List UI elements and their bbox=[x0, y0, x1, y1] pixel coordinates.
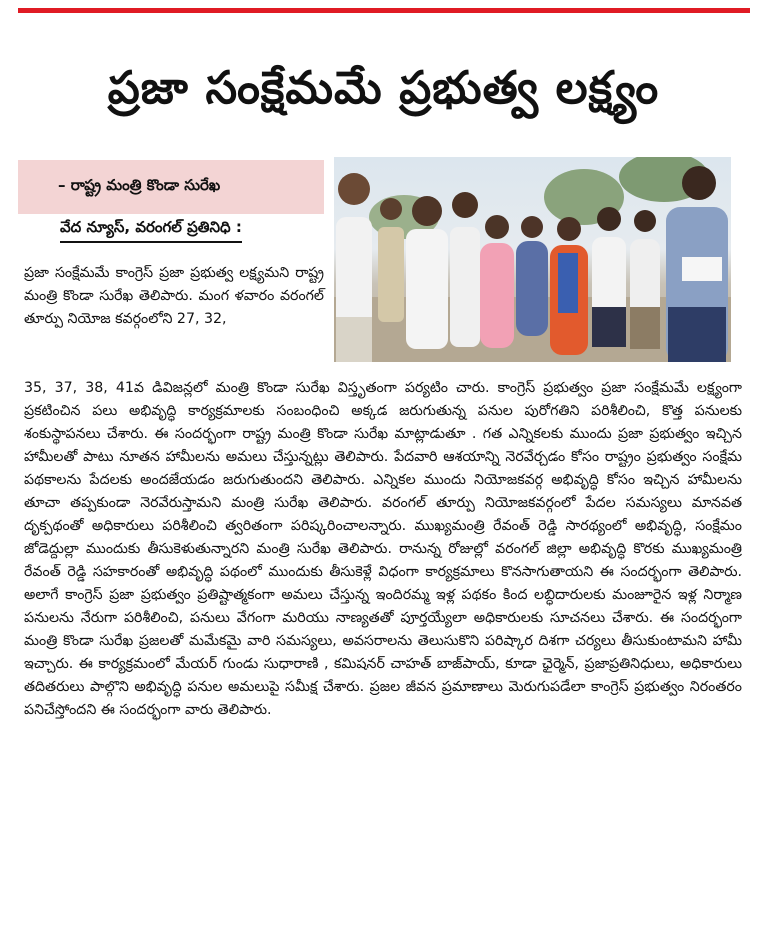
byline: వేద న్యూస్, వరంగల్ ప్రతినిధి : bbox=[60, 218, 242, 243]
photo-illustration bbox=[334, 157, 731, 362]
article-body-intro: ప్రజా సంక్షేమమే కాంగ్రెస్ ప్రజా ప్రభుత్వ లక్ష్యమని రాష్ట్ర మంత్రి కొండా సురేఖ తెలిపారు. మంగ ళవారం వరంగల్ తూర్పు నియోజ కవర్గంలోని 27, 32, bbox=[24, 265, 324, 327]
article-photo bbox=[334, 157, 731, 362]
top-red-rule bbox=[18, 8, 750, 13]
headline: ప్రజా సంక్షేమమే ప్రభుత్వ లక్ష్యం bbox=[107, 61, 660, 114]
quote-box bbox=[18, 160, 324, 214]
quote-text: – రాష్ట్ర మంత్రి కొండా సురేఖ bbox=[58, 176, 221, 194]
article-body-main: 35, 37, 38, 41వ డివిజన్లలో మంత్రి కొండా సురేఖ విస్తృతంగా పర్యటిం చారు. కాంగ్రెస్ ప్రభుత్వం ప్రజా సంక్షేమమే లక్ష్యంగా ప్రకటించిన పలు అభివృద్ధి కార్యక్రమాలకు సంబంధించి అక్కడ జరుగుతున్న పనుల పురోగతిని పరిశీలించి, కొత్త పనులకు శంకుస్థాపనలు చేశారు. ఈ సందర్భంగా రాష్ట్ర మంత్రి కొండా సురేఖ మాట్లాడుతూ . గత ఎన్నికలకు ముందు ప్రజా ప్రభుత్వం ఇచ్చిన హామీలతో పాటు నూతన హామీలను అమలు చేస్తున్నట్లు తెలిపారు. పేదవారి ఆశయాన్ని నెరవేర్చడం కోసం రాష్ట్రం ప్రభుత్వం సంక్షేమ పథకాలను పేదలకు అందజేయడం జరుగుతుందని తెలిపారు. ఎన్నికల ముందు నియోజకవర్గ అభివృద్ధి కోసం ఇచ్చిన హామీలను తూచా తప్పకుండా నెరవేరుస్తామని మంత్రి సురేఖ తెలిపారు. వరంగల్ తూర్పు నియోజకవర్గంలో పేదల సమస్యలు మానవత దృక్పథంతో అధికారులు పరిశీలించి త్వరితంగా పరిష్కరించాలన్నారు. ముఖ్యమంత్రి రేవంత్ రెడ్డి సారథ్యంలో అభివృద్ధి, సంక్షేమం జోడెద్దుల్లా ముందుకు తీసుకెళుతున్నారని మంత్రి సురేఖ తెలిపారు. రానున్న రోజుల్లో వరంగల్ జిల్లా అభివృద్ధి కొరకు ముఖ్యమంత్రి రేవంత్ రెడ్డి సహకారంతో అభివృద్ధి పథంలో ముందుకు తీసుకెళ్లే విధంగా కార్యక్రమాలు కొనసాగుతాయని ఈ సందర్భంగా తెలిపారు. అలాగే కాంగ్రెస్ ప్రజా ప్రభుత్వం ప్రతిష్టాత్మకంగా అమలు చేస్తున్న ఇందిరమ్మ ఇళ్ల పథకం కింద లబ్ధిదారులకు మంజూరైన ఇళ్ల నిర్మాణ పనులను నేరుగా పరిశీలించి, పనులు వేగంగా మరియు నాణ్యతతో పూర్తయ్యేలా అధికారులకు సూచనలు చేశారు. ఈ సందర్భంగా మంత్రి కొండా సురేఖ ప్రజలతో మమేకమై వారి సమస్యలు, అవసరాలను తెలుసుకొని పరిష్కార దిశగా చర్యలు తీసుకుంటామని హామీ ఇచ్చారు. ఈ కార్యక్రమంలో మేయర్ గుండు సుధారాణి , కమిషనర్ చాహత్ బాజ్‌పాయ్, కూడా ఛైర్మెన్, ప్రజాప్రతినిధులు, అధికారులు తదితరులు పాల్గొని అభివృద్ధి పనుల అమలుపై సమీక్ష చేశారు. ప్రజల జీవన ప్రమాణాలు మెరుగుపడేలా కాంగ్రెస్ ప్రభుత్వం నిరంతరం పనిచేస్తోందని ఈ సందర్భంగా వారు తెలిపారు. bbox=[24, 380, 742, 718]
